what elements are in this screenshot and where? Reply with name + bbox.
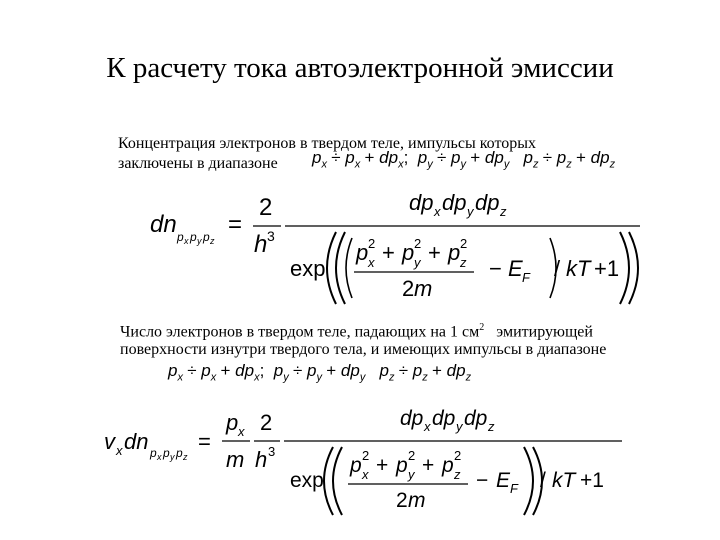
svg-text:x: x — [238, 424, 245, 439]
svg-text:exp: exp — [290, 256, 326, 281]
svg-text:2: 2 — [414, 236, 422, 251]
svg-text:y: y — [414, 255, 421, 270]
svg-text:m: m — [226, 447, 245, 472]
svg-text:p: p — [226, 410, 239, 435]
svg-text:y: y — [467, 204, 474, 219]
svg-text:+1: +1 — [594, 256, 620, 281]
svg-text:kT: kT — [566, 256, 591, 281]
svg-text:2: 2 — [454, 448, 462, 463]
svg-text:p: p — [356, 240, 369, 265]
svg-text:z: z — [183, 452, 188, 462]
paragraph-2-text-b: эмитирующей — [496, 323, 593, 341]
formula-2 — [0, 395, 720, 535]
svg-text:E: E — [508, 256, 523, 281]
momentum-range-2: $p_x \div p_x + dp_x$; $p_y \div p_y + dp_y$ $p_z \div p_z + dp_z$ — [168, 361, 472, 384]
svg-text:p: p — [448, 240, 461, 265]
svg-text:2: 2 — [259, 194, 273, 221]
svg-text:p: p — [396, 454, 408, 477]
svg-text:3: 3 — [267, 228, 275, 244]
svg-text:dn: dn — [124, 429, 149, 454]
svg-text:=: = — [198, 429, 211, 454]
svg-text:exp: exp — [290, 469, 324, 492]
svg-text:p: p — [402, 240, 415, 265]
svg-text:kT: kT — [552, 469, 576, 492]
svg-text:E: E — [496, 469, 511, 492]
svg-text:z: z — [210, 236, 215, 246]
svg-text:dp: dp — [409, 190, 434, 215]
svg-text:−: − — [476, 469, 489, 492]
formula-1 — [0, 180, 720, 315]
svg-text:2: 2 — [460, 236, 468, 251]
svg-text:2: 2 — [408, 448, 416, 463]
svg-text:−: − — [489, 256, 502, 281]
svg-text:z: z — [460, 255, 467, 270]
svg-text:dp: dp — [464, 407, 488, 430]
paragraph-1-line-2: заключены в диапазоне — [118, 155, 278, 172]
svg-text:2: 2 — [402, 276, 415, 301]
svg-text:x: x — [362, 467, 369, 482]
svg-text:x: x — [434, 204, 441, 219]
paragraph-2-superscript: 2 — [479, 322, 485, 333]
svg-text:p: p — [203, 230, 210, 244]
svg-text:+1: +1 — [580, 469, 604, 492]
svg-text:3: 3 — [268, 444, 276, 459]
svg-text:+: + — [376, 454, 389, 477]
svg-text:p: p — [190, 230, 197, 244]
svg-text:x: x — [424, 419, 431, 434]
svg-text:p: p — [163, 446, 170, 460]
svg-text:dp: dp — [432, 407, 456, 430]
svg-text:y: y — [408, 467, 415, 482]
slide-title: К расчету тока автоэлектронной эмиссии — [106, 52, 614, 84]
svg-text:p: p — [150, 446, 157, 460]
svg-text:2: 2 — [260, 410, 273, 435]
svg-text:=: = — [228, 211, 243, 238]
svg-text:y: y — [170, 452, 175, 462]
svg-text:m: m — [414, 276, 433, 301]
svg-text:x: x — [184, 236, 189, 246]
svg-text:y: y — [456, 419, 463, 434]
svg-text:2: 2 — [362, 448, 370, 463]
svg-text:m: m — [408, 489, 426, 512]
momentum-range-1: $p_x \div p_x + dp_x$; $p_y \div p_y + dp_y$ $p_z \div p_z + dp_z$ — [312, 148, 616, 171]
svg-text:dp: dp — [442, 190, 467, 215]
svg-text:p: p — [442, 454, 454, 477]
svg-text:+: + — [382, 240, 395, 265]
svg-text:dn: dn — [150, 211, 177, 238]
svg-text:2: 2 — [396, 489, 408, 512]
svg-text:h: h — [254, 231, 268, 258]
svg-text:dp: dp — [400, 407, 424, 430]
svg-text:F: F — [522, 270, 530, 285]
svg-text:x: x — [368, 255, 375, 270]
svg-text:y: y — [197, 236, 202, 246]
svg-text:p: p — [350, 454, 362, 477]
paragraph-2-line-2: поверхности изнутри твердого тела, и имеющих импульсы в диапазоне — [120, 341, 607, 358]
svg-text:2: 2 — [368, 236, 376, 251]
svg-text:F: F — [510, 481, 518, 496]
svg-text:/: / — [540, 469, 546, 492]
svg-text:x: x — [116, 443, 123, 458]
svg-text:p: p — [176, 446, 183, 460]
paragraph-1-line-1: Концентрация электронов в твердом теле, импульсы которых — [118, 135, 536, 152]
svg-text:x: x — [157, 452, 162, 462]
svg-text:+: + — [428, 240, 441, 265]
paragraph-2-text-a: Число электронов в твердом теле, падающих на 1 см — [120, 323, 480, 341]
svg-text:v: v — [104, 429, 115, 454]
svg-text:z: z — [500, 204, 507, 219]
svg-text:z: z — [454, 467, 461, 482]
svg-text:z: z — [488, 419, 495, 434]
svg-text:/: / — [554, 256, 561, 281]
svg-text:h: h — [255, 447, 268, 472]
svg-text:dp: dp — [475, 190, 500, 215]
svg-text:p: p — [177, 230, 184, 244]
svg-text:+: + — [422, 454, 435, 477]
